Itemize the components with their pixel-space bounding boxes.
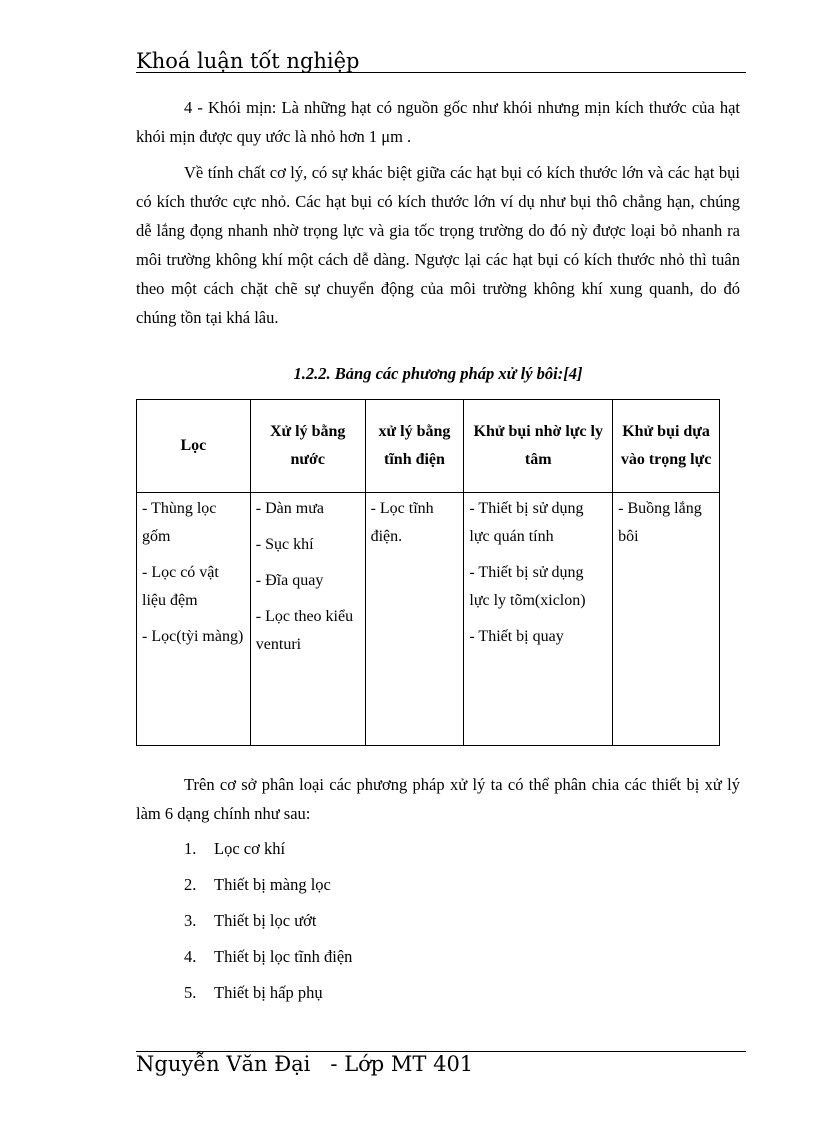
classification-paragraph: Trên cơ sở phân loại các phương pháp xử lý ta có thể phân chia các thiết bị xử lý làm 6 dạng chính như sau: [136, 775, 740, 823]
cell-item: - Lọc theo kiểu venturi [255, 608, 354, 653]
cell-item: - Lọc(tỳi màng) [142, 628, 244, 645]
list-number: 4. [184, 947, 197, 966]
header-divider [136, 72, 746, 73]
cell-item: - Sục khí [255, 536, 314, 553]
cell-item: - Thiết bị quay [469, 628, 564, 645]
table-header-cell: Xử lý bằng nước [250, 400, 365, 493]
table-cell-electrostatic [365, 493, 464, 746]
cell-item: - Lọc tĩnh điện. [370, 500, 434, 545]
table-title: 1.2.2. Bảng các phương pháp xử lý bôi:[4] [293, 364, 583, 383]
table-cell-gravity [613, 493, 720, 746]
table-cell-centrifugal [464, 493, 613, 746]
cell-item: - Thiết bị sử dụng lực quán tính [469, 500, 584, 545]
device-list [184, 835, 352, 1015]
cell-item: - Đĩa quay [255, 572, 324, 589]
list-item [184, 979, 352, 1015]
list-text: Thiết bị lọc ướt [214, 911, 317, 930]
body-text [136, 93, 740, 339]
list-number: 5. [184, 983, 197, 1002]
list-item [184, 943, 352, 979]
paragraph-physical-properties: Về tính chất cơ lý, có sự khác biệt giữa các hạt bụi có kích thước lớn và các hạt bụi có kích thước cực nhỏ. Các hạt bụi có kích thước lớn ví dụ như bụi thô chẳng hạn, chúng dễ lắng đọng nhanh nhờ trọng lực và gia tốc trọng trường do đó nỳ được loại bỏ nhanh ra môi trường không khí một cách dễ dàng. Ngược lại các hạt bụi có kích thước nhỏ thì tuân theo một cách chặt chẽ sự chuyển động của môi trường không khí xung quanh, do đó chúng tồn tại khá lâu. [136, 163, 740, 327]
table-cell-water [250, 493, 365, 746]
list-item [184, 871, 352, 907]
table-header-cell: xử lý bằng tĩnh điện [365, 400, 464, 493]
table-header-cell: Khử bụi nhờ lực ly tâm [464, 400, 613, 493]
treatment-methods-table [136, 399, 720, 746]
list-text: Lọc cơ khí [214, 839, 286, 858]
cell-item: - Lọc có vật liệu đệm [142, 564, 219, 609]
page-footer: Nguyễn Văn Đại - Lớp MT 401 [136, 1052, 474, 1076]
page-header: Khoá luận tốt nghiệp [136, 49, 360, 73]
table-row [137, 493, 720, 746]
paragraph-fine-smoke: 4 - Khói mịn: Là những hạt có nguồn gốc như khói nhưng mịn kích thước của hạt khói mịn được quy ước là nhỏ hơn 1 μm . [136, 98, 740, 146]
list-number: 1. [184, 839, 197, 858]
cell-item: - Buồng lắng bôi [618, 500, 702, 545]
list-item [184, 835, 352, 871]
table-cell-filtration [137, 493, 251, 746]
cell-item: - Dàn mưa [255, 500, 324, 517]
table-header-row [137, 400, 720, 493]
list-text: Thiết bị lọc tĩnh điện [214, 947, 353, 966]
list-number: 2. [184, 875, 197, 894]
cell-item: - Thùng lọc gốm [142, 500, 217, 545]
classification-paragraph-block [136, 770, 740, 828]
table-header-cell: Lọc [137, 400, 251, 493]
list-number: 3. [184, 911, 197, 930]
cell-item: - Thiết bị sử dụng lực ly tõm(xiclon) [469, 564, 586, 609]
table-header-cell: Khử bụi dựa vào trọng lực [613, 400, 720, 493]
list-text: Thiết bị hấp phụ [214, 983, 323, 1002]
list-text: Thiết bị màng lọc [214, 875, 331, 894]
list-item [184, 907, 352, 943]
